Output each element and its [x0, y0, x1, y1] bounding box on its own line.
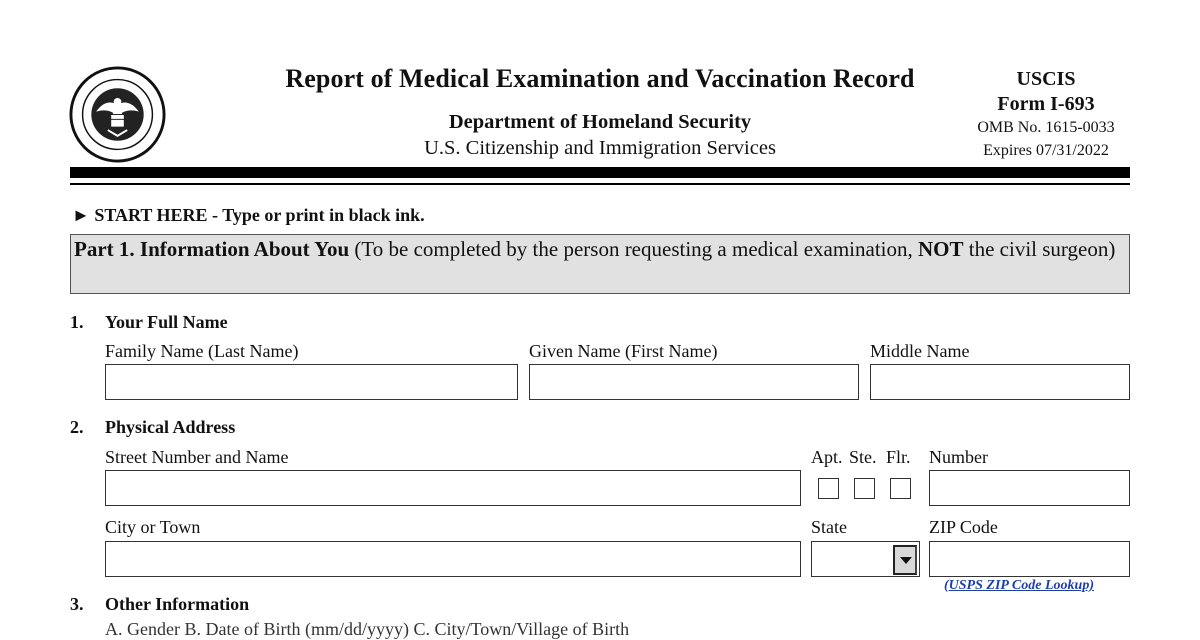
q2-title: Physical Address — [105, 417, 236, 437]
q2-number: 2. — [70, 417, 84, 437]
part1-note: (To be completed by the person requesting a medical examination, — [349, 237, 919, 261]
q3-number: 3. — [70, 594, 84, 614]
apt-label: Apt. — [811, 447, 843, 467]
street-label: Street Number and Name — [105, 447, 289, 467]
city-field[interactable] — [105, 541, 801, 577]
given-name-field[interactable] — [529, 364, 859, 400]
q1-number: 1. — [70, 312, 84, 332]
flr-checkbox[interactable] — [890, 478, 911, 499]
form-title: Report of Medical Examination and Vaccination Record — [285, 64, 915, 93]
ste-checkbox[interactable] — [854, 478, 875, 499]
apt-number-field[interactable] — [929, 470, 1130, 506]
q3-title: Other Information — [105, 594, 250, 614]
ste-label: Ste. — [849, 447, 877, 467]
city-label: City or Town — [105, 517, 201, 537]
omb-number: OMB No. 1615-0033 — [977, 119, 1115, 136]
family-name-label: Family Name (Last Name) — [105, 341, 299, 361]
apt-checkbox[interactable] — [818, 478, 839, 499]
zip-label: ZIP Code — [929, 517, 998, 537]
part1-note-end: the civil surgeon) — [963, 237, 1116, 261]
q1-title: Your Full Name — [105, 312, 228, 332]
header-divider-thick — [70, 167, 1130, 178]
street-field[interactable] — [105, 470, 801, 506]
flr-label: Flr. — [886, 447, 911, 467]
middle-name-field[interactable] — [870, 364, 1130, 400]
agency-name: U.S. Citizenship and Immigration Services — [424, 137, 776, 159]
family-name-field[interactable] — [105, 364, 518, 400]
number-label: Number — [929, 447, 988, 467]
part1-note-not: NOT — [918, 237, 964, 261]
start-here-instruction: ► START HERE - Type or print in black ink. — [72, 205, 425, 225]
chevron-down-icon[interactable] — [893, 545, 917, 575]
zip-code-field[interactable] — [929, 541, 1130, 577]
part1-label: Part 1. Information About You — [74, 237, 350, 261]
state-label: State — [811, 517, 847, 537]
dhs-seal-icon — [69, 66, 166, 163]
header-divider-thin — [70, 183, 1130, 185]
state-dropdown[interactable] — [811, 541, 920, 577]
q3-subfields-row: A. Gender B. Date of Birth (mm/dd/yyyy) C. City/Town/Village of Birth — [105, 619, 630, 639]
usps-zip-lookup-link[interactable]: (USPS ZIP Code Lookup) — [944, 578, 1094, 593]
department-name: Department of Homeland Security — [448, 111, 752, 133]
uscis-label: USCIS — [1016, 68, 1076, 90]
expiration-date: Expires 07/31/2022 — [983, 142, 1109, 159]
form-number: Form I-693 — [997, 93, 1095, 115]
given-name-label: Given Name (First Name) — [529, 341, 718, 361]
part1-header — [74, 236, 1128, 264]
middle-name-label: Middle Name — [870, 341, 970, 361]
